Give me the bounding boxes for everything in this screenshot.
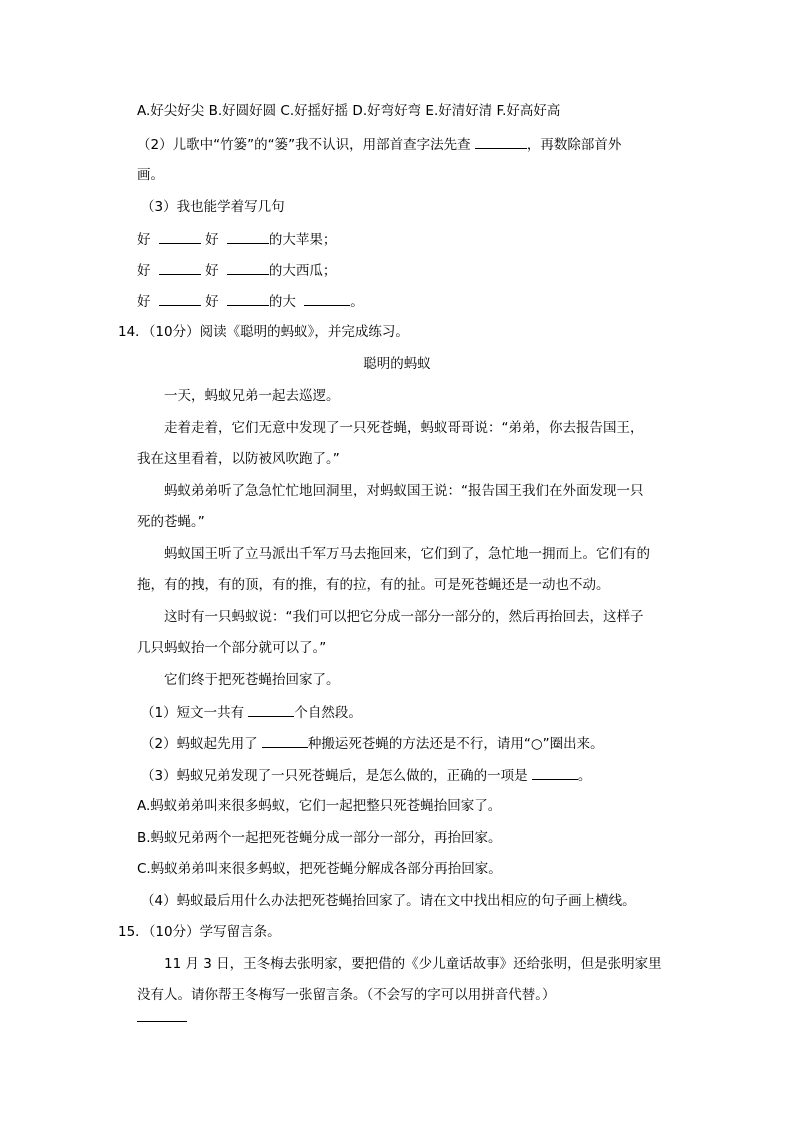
hao-word: 好 xyxy=(205,263,219,279)
answer-blank[interactable] xyxy=(304,291,350,306)
hao-word: 好 xyxy=(137,263,151,279)
q14-option-a: A.蚂蚁弟弟叫来很多蚂蚁，它们一起把整只死苍蝇抬回家了。 xyxy=(137,798,502,814)
q13-write-line-3 xyxy=(137,291,364,312)
q14-sub3-text-a: （3）蚂蚁兄弟发现了一只死苍蝇后，是怎么做的，正确的一项是 xyxy=(141,768,532,784)
passage-p5-b: 几只蚂蚁抬一个部分就可以了。” xyxy=(137,640,327,656)
passage-p5-a: 这时有一只蚂蚁说：“我们可以把它分成一部分一部分的，然后再抬回去，这样子 xyxy=(164,609,644,625)
answer-line[interactable] xyxy=(137,1021,187,1022)
answer-blank[interactable] xyxy=(248,702,294,717)
q14-sub2 xyxy=(141,733,604,754)
line2-suffix: 的大西瓜； xyxy=(268,263,337,279)
passage-p1: 一天，蚂蚁兄弟一起去巡逻。 xyxy=(164,388,340,404)
answer-blank[interactable] xyxy=(227,229,269,244)
q13-options: A.好尖好尖 B.好圆好圆 C.好摇好摇 D.好弯好弯 E.好清好清 F.好高好高 xyxy=(137,103,561,119)
line1-suffix: 的大苹果； xyxy=(268,232,337,248)
q14-sub3 xyxy=(141,765,591,786)
q13-write-line-1 xyxy=(137,229,336,250)
q13-write-line-2 xyxy=(137,260,336,281)
q13-sub2-text-b: ，再数除部首外 xyxy=(526,137,622,153)
q14-sub1-text-b: 个自然段。 xyxy=(294,705,362,721)
passage-p4-a: 蚂蚁国王听了立马派出千军万马去拖回来，它们到了，急忙地一拥而上。它们有的 xyxy=(164,546,650,562)
answer-blank[interactable] xyxy=(159,291,201,306)
q14-sub4: （4）蚂蚁最后用什么办法把死苍蝇抬回家了。请在文中找出相应的句子画上横线。 xyxy=(141,893,636,909)
passage-p2-b: 我在这里看着，以防被风吹跑了。” xyxy=(137,451,340,467)
q15-para-b: 没有人。请你帮王冬梅写一张留言条。（不会写的字可以用拼音代替。） xyxy=(137,987,556,1003)
line3-mid: 的大 xyxy=(268,294,296,310)
q14-sub2-text-a: （2）蚂蚁起先用了 xyxy=(141,736,262,752)
q15-header: 15．（10分）学写留言条。 xyxy=(118,924,281,940)
passage-title: 聪明的蚂蚁 xyxy=(363,356,431,372)
q15-para-a: 11 月 3 日，王冬梅去张明家，要把借的《少儿童话故事》还给张明，但是张明家里 xyxy=(164,956,662,972)
q14-sub1 xyxy=(141,702,362,723)
passage-p4-b: 拖，有的拽，有的顶，有的推，有的拉，有的扯。可是死苍蝇还是一动也不动。 xyxy=(137,577,610,593)
passage-p2-a: 走着走着，它们无意中发现了一只死苍蝇，蚂蚁哥哥说：“弟弟，你去报告国王， xyxy=(164,420,644,436)
answer-blank[interactable] xyxy=(159,229,201,244)
hao-word: 好 xyxy=(137,294,151,310)
q14-sub2-text-b: 种搬运死苍蝇的方法还是不行，请用“○”圈出来。 xyxy=(307,736,604,752)
q14-sub3-text-b: 。 xyxy=(577,768,592,784)
q14-option-b: B.蚂蚁兄弟两个一起把死苍蝇分成一部分一部分，再抬回家。 xyxy=(137,830,502,846)
hao-word: 好 xyxy=(137,232,151,248)
answer-blank[interactable] xyxy=(227,291,269,306)
q13-sub2-text-a: （2）儿歌中“竹篓”的“篓”我不认识，用部首查字法先查 xyxy=(137,137,475,153)
answer-blank[interactable] xyxy=(227,260,269,275)
passage-p3-b: 死的苍蝇。” xyxy=(137,514,205,530)
q13-sub3: （3）我也能学着写几句 xyxy=(141,199,285,215)
q14-sub1-text-a: （1）短文一共有 xyxy=(141,705,249,721)
line3-end: 。 xyxy=(350,294,364,310)
q14-header: 14．（10分）阅读《聪明的蚂蚁》，并完成练习。 xyxy=(118,324,409,340)
answer-blank[interactable] xyxy=(159,260,201,275)
hao-word: 好 xyxy=(205,232,219,248)
q14-option-c: C.蚂蚁弟弟叫来很多蚂蚁，把死苍蝇分解成各部分再抬回家。 xyxy=(137,861,502,877)
passage-p3-a: 蚂蚁弟弟听了急急忙忙地回洞里，对蚂蚁国王说：“报告国王我们在外面发现一只 xyxy=(164,483,644,499)
answer-blank[interactable] xyxy=(475,134,527,149)
answer-blank[interactable] xyxy=(532,765,578,780)
answer-blank[interactable] xyxy=(262,733,308,748)
passage-p6: 它们终于把死苍蝇抬回家了。 xyxy=(164,672,340,688)
q13-sub2-line1 xyxy=(137,134,621,155)
q13-sub2-line2: 画。 xyxy=(137,167,164,183)
hao-word: 好 xyxy=(205,294,219,310)
